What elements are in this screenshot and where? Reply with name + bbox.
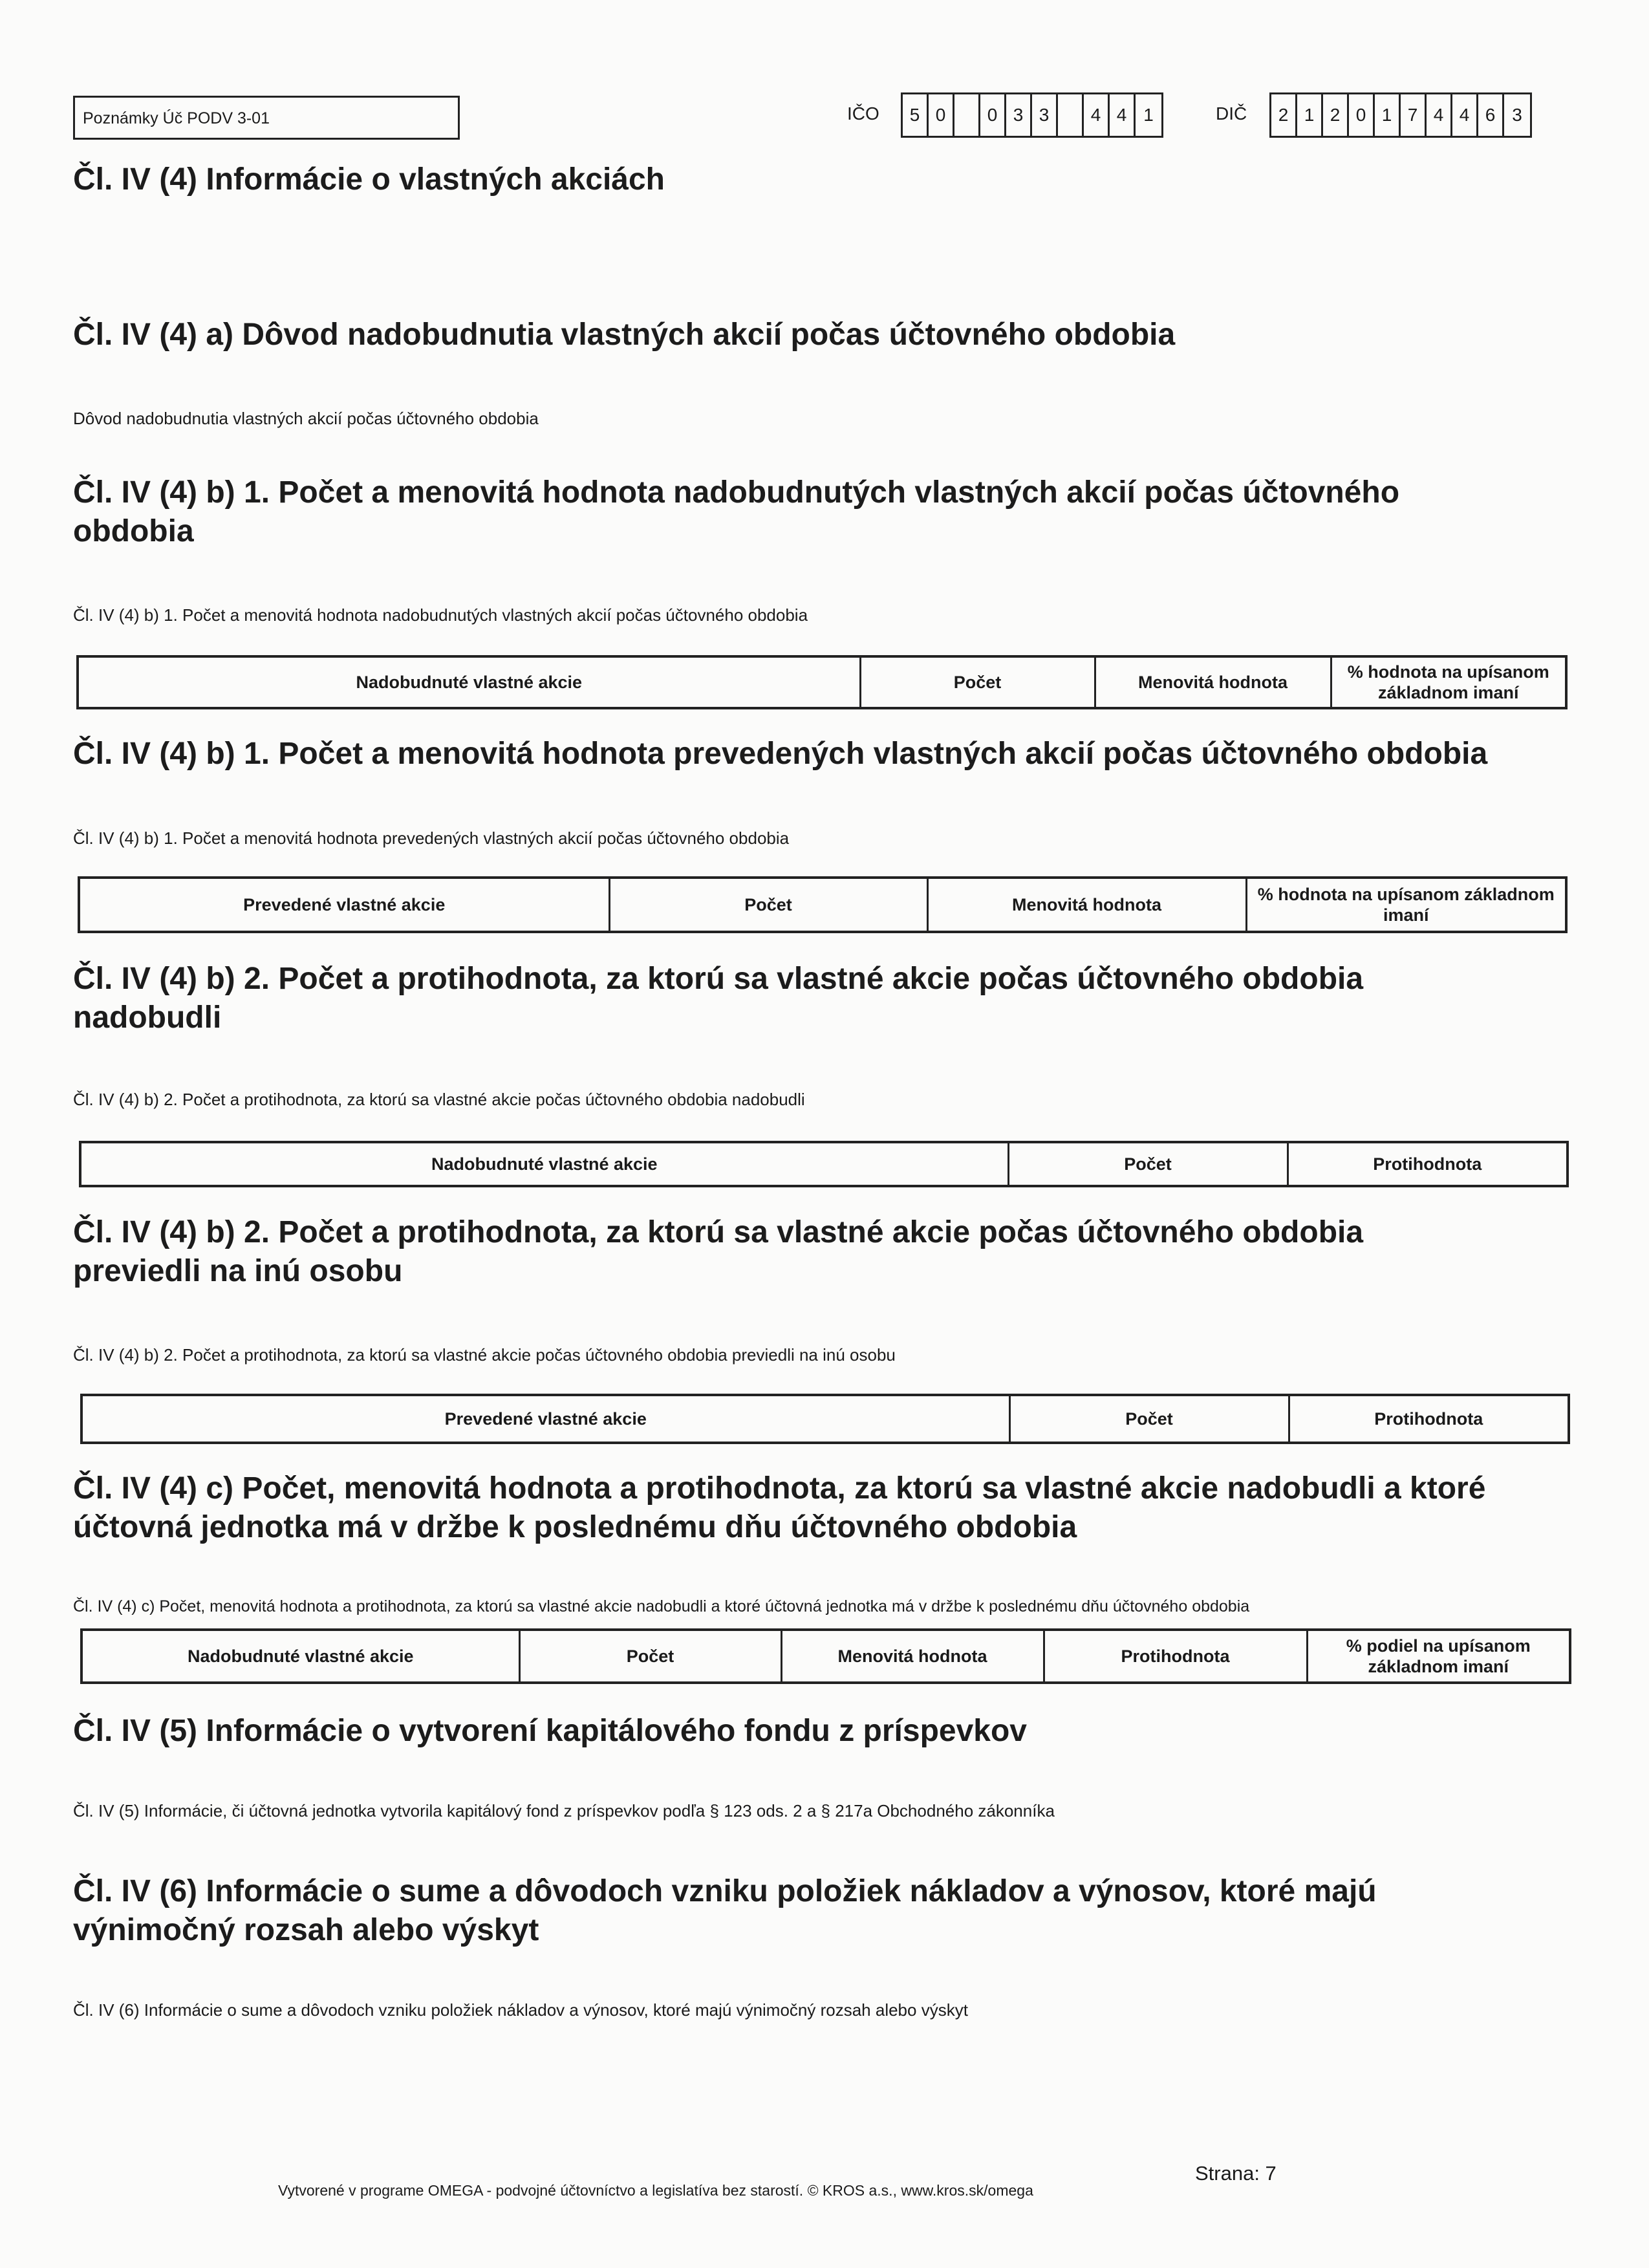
col-consideration: Protihodnota: [1044, 1630, 1307, 1683]
section-note-transferred-consideration: Čl. IV (4) b) 2. Počet a protihodnota, za ktorú sa vlastné akcie počas účtovného obdobia previedli na inú osobu: [73, 1345, 896, 1365]
form-code-box: [73, 96, 460, 140]
table-acquired-consideration: [79, 1141, 1569, 1187]
col-count: Počet: [1008, 1142, 1288, 1186]
ico-digit: 0: [980, 94, 1006, 136]
section-title-acquired-consideration: Čl. IV (4) b) 2. Počet a protihodnota, za ktorú sa vlastné akcie počas účtovného obdobia nadobudli: [73, 962, 1364, 1035]
section-note-capital-fund: Čl. IV (5) Informácie, či účtovná jednotka vytvorila kapitálový fond z príspevkov podľa § 123 ods. 2 a § 217a Obchodného zákonníka: [73, 1801, 1055, 1820]
col-transferred-shares: Prevedené vlastné akcie: [79, 878, 609, 932]
dic-label: DIČ: [1216, 103, 1247, 124]
table-acquired-shares: [76, 655, 1568, 709]
section-title-acquired-count-value: Čl. IV (4) b) 1. Počet a menovitá hodnota nadobudnutých vlastných akcií počas účtovného obdobia: [73, 475, 1400, 548]
ico-digit: 3: [1006, 94, 1032, 136]
dic-digit: 1: [1297, 94, 1323, 136]
col-nominal-value: Menovitá hodnota: [781, 1630, 1044, 1683]
section-title-transferred-count-value: Čl. IV (4) b) 1. Počet a menovitá hodnota prevedených vlastných akcií počas účtovného obdobia: [73, 737, 1488, 771]
dic-digit: 7: [1401, 94, 1427, 136]
ico-digit: [1058, 94, 1084, 136]
col-count: Počet: [1009, 1395, 1289, 1443]
col-percent-capital: % hodnota na upísanom základnom imaní: [1331, 656, 1566, 708]
ico-digit: 1: [1143, 105, 1154, 125]
ico-digit: 4: [1084, 94, 1110, 136]
dic-digit: 3: [1512, 105, 1522, 125]
dic-digit: 2: [1323, 94, 1349, 136]
col-consideration: Protihodnota: [1289, 1395, 1569, 1443]
section-note-acquired-count-value: Čl. IV (4) b) 1. Počet a menovitá hodnota nadobudnutých vlastných akcií počas účtovného obdobia: [73, 605, 808, 625]
dic-digit: 6: [1478, 94, 1504, 136]
col-consideration: Protihodnota: [1288, 1142, 1568, 1186]
section-note-reason-acquisition: Dôvod nadobudnutia vlastných akcií počas účtovného obdobia: [73, 409, 539, 428]
section-title-capital-fund: Čl. IV (5) Informácie o vytvorení kapitálového fondu z príspevkov: [73, 1714, 1027, 1748]
col-nominal-value: Menovitá hodnota: [927, 878, 1246, 932]
col-transferred-shares: Prevedené vlastné akcie: [81, 1395, 1009, 1443]
table-held-shares: [80, 1628, 1571, 1684]
section-note-held-shares: Čl. IV (4) c) Počet, menovitá hodnota a protihodnota, za ktorú sa vlastné akcie nadobudli a ktoré účtovná jednotka má v držbe k poslednému dňu účtovného obdobia: [73, 1597, 1250, 1615]
dic-digit: 4: [1452, 94, 1478, 136]
section-note-acquired-consideration: Čl. IV (4) b) 2. Počet a protihodnota, za ktorú sa vlastné akcie počas účtovného obdobia nadobudli: [73, 1090, 805, 1109]
col-percent-capital: % hodnota na upísanom základnom imaní: [1246, 878, 1566, 932]
section-title-own-shares: Čl. IV (4) Informácie o vlastných akciách: [73, 162, 665, 197]
col-acquired-shares: Nadobudnuté vlastné akcie: [80, 1142, 1008, 1186]
col-percent-share-capital: % podiel na upísanom základnom imaní: [1307, 1630, 1570, 1683]
ico-digit: 0: [929, 94, 954, 136]
col-count: Počet: [609, 878, 927, 932]
ico-digit: 5: [903, 94, 929, 136]
col-acquired-shares: Nadobudnuté vlastné akcie: [81, 1630, 519, 1683]
col-count: Počet: [860, 656, 1095, 708]
dic-digit: 1: [1375, 94, 1401, 136]
ico-label: IČO: [847, 103, 879, 124]
col-acquired-shares: Nadobudnuté vlastné akcie: [78, 656, 860, 708]
dic-digit: 0: [1349, 94, 1375, 136]
dic-digit: 4: [1427, 94, 1452, 136]
footer-credit: Vytvorené v programe OMEGA - podvojné účtovníctvo a legislatíva bez starostí. © KROS a.s., www.kros.sk/omega: [278, 2182, 1033, 2199]
dic-field: [1269, 92, 1532, 138]
col-nominal-value: Menovitá hodnota: [1095, 656, 1331, 708]
page-number: Strana: 7: [1195, 2162, 1277, 2185]
table-transferred-shares: [78, 876, 1568, 933]
section-title-exceptional-items: Čl. IV (6) Informácie o sume a dôvodoch vzniku položiek nákladov a výnosov, ktoré majú výnimočný rozsah alebo výskyt: [73, 1874, 1377, 1947]
section-note-exceptional-items: Čl. IV (6) Informácie o sume a dôvodoch vzniku položiek nákladov a výnosov, ktoré majú výnimočný rozsah alebo výskyt: [73, 2000, 968, 2020]
section-title-transferred-consideration: Čl. IV (4) b) 2. Počet a protihodnota, za ktorú sa vlastné akcie počas účtovného obdobia previedli na inú osobu: [73, 1215, 1364, 1288]
dic-digit: 2: [1271, 94, 1297, 136]
ico-digit: [954, 94, 980, 136]
ico-digit: 3: [1032, 94, 1058, 136]
col-count: Počet: [519, 1630, 781, 1683]
form-code: Poznámky Úč PODV 3-01: [83, 109, 270, 127]
section-title-reason-acquisition: Čl. IV (4) a) Dôvod nadobudnutia vlastných akcií počas účtovného obdobia: [73, 318, 1176, 352]
section-note-transferred-count-value: Čl. IV (4) b) 1. Počet a menovitá hodnota prevedených vlastných akcií počas účtovného obdobia: [73, 828, 790, 848]
ico-digit: 4: [1110, 94, 1136, 136]
table-transferred-consideration: [80, 1394, 1570, 1444]
section-title-held-shares: Čl. IV (4) c) Počet, menovitá hodnota a protihodnota, za ktorú sa vlastné akcie nadobudli a ktoré účtovná jednotka má v držbe k poslednému dňu účtovného obdobia: [73, 1471, 1486, 1544]
ico-field: [901, 92, 1163, 138]
